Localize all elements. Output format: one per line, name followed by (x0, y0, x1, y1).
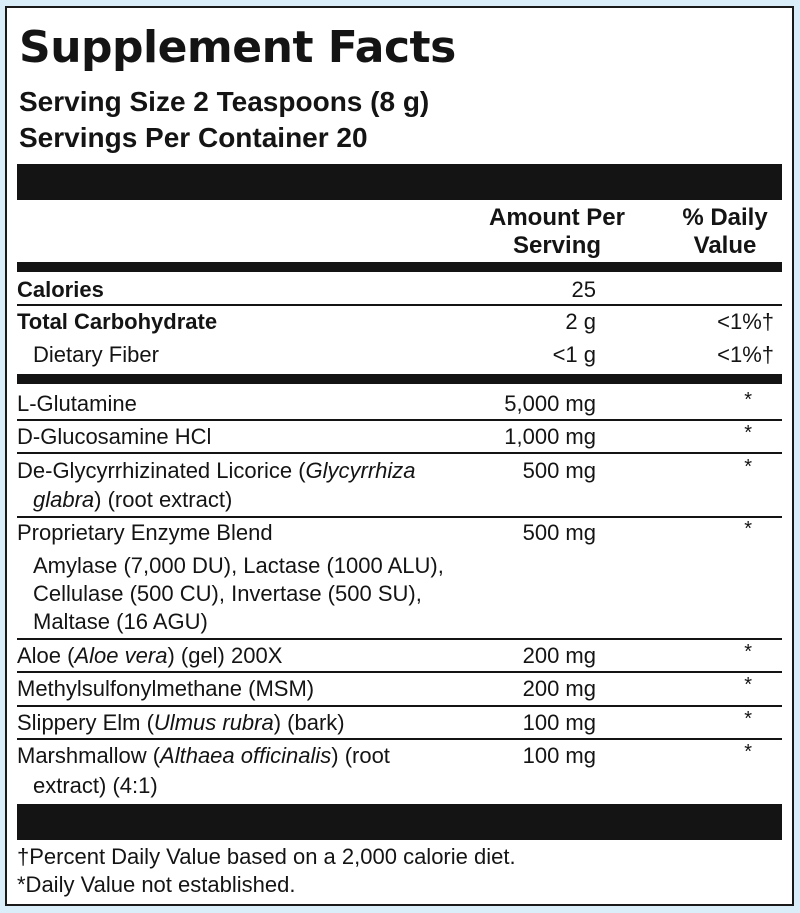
ingredient-latin-name: Althaea officinalis (160, 743, 332, 768)
ingredient-name-text: De-Glycyrrhizinated Licorice ( (17, 458, 306, 483)
supplement-facts-label (5, 6, 794, 906)
ingredient-name-text: ) (bark) (273, 710, 345, 735)
ingredient-name-text: ) (root (331, 743, 390, 768)
ingredient-amount: 100 mg (522, 743, 596, 768)
row-divider (17, 705, 782, 707)
row-divider (17, 671, 782, 673)
row-divider (17, 452, 782, 454)
daily-value-header (665, 204, 785, 260)
ingredient-name: Proprietary Enzyme Blend (17, 520, 273, 545)
footnote-star: *Daily Value not established. (17, 872, 296, 897)
ingredient-name (17, 457, 416, 485)
ingredient-daily-value: * (744, 674, 752, 696)
row-divider (17, 638, 782, 640)
label-title: Supplement Facts (19, 22, 456, 73)
footnote-dagger: †Percent Daily Value based on a 2,000 calorie diet. (17, 844, 516, 869)
top-divider-bar (17, 164, 782, 200)
nutrient-amount: 2 g (565, 309, 596, 334)
nutrient-daily-value: <1%† (717, 342, 774, 367)
nutrient-name: Total Carbohydrate (17, 309, 218, 334)
enzyme-detail: Maltase (16 AGU) (33, 609, 208, 634)
ingredient-amount: 5,000 mg (504, 391, 596, 416)
ingredient-name-text: Aloe ( (17, 643, 75, 668)
enzyme-detail: Cellulase (500 CU), Invertase (500 SU), (33, 581, 422, 606)
ingredient-name: D-Glucosamine HCl (17, 424, 212, 449)
servings-per-container: Servings Per Container 20 (19, 122, 368, 153)
row-divider (17, 738, 782, 740)
ingredient-name-text: Marshmallow ( (17, 743, 161, 768)
ingredient-latin-name: Glycyrrhiza (305, 458, 416, 483)
header-divider-bar (17, 262, 782, 272)
ingredient-name: Methylsulfonylmethane (MSM) (17, 676, 315, 701)
ingredient-daily-value: * (744, 456, 752, 478)
row-divider (17, 419, 782, 421)
amount-header-line2: Serving (512, 232, 602, 259)
ingredient-amount: 1,000 mg (504, 424, 596, 449)
nutrient-name: Dietary Fiber (33, 342, 159, 367)
ingredient-name-line2 (33, 486, 232, 514)
amount-header-line1: Amount Per (488, 204, 625, 231)
label-content (17, 8, 782, 904)
ingredient-name: L-Glutamine (17, 391, 137, 416)
ingredient-name (17, 742, 390, 770)
ingredient-latin-name: Ulmus rubra (153, 710, 274, 735)
ingredient-amount: 100 mg (522, 710, 596, 735)
ingredient-daily-value: * (744, 422, 752, 444)
ingredient-latin-name: Aloe vera (74, 643, 168, 668)
nutrient-amount: 25 (571, 277, 596, 302)
enzyme-detail: Amylase (7,000 DU), Lactase (1000 ALU), (33, 553, 444, 578)
ingredient-daily-value: * (744, 518, 752, 540)
ingredient-name-text: Slippery Elm ( (17, 710, 154, 735)
ingredient-amount: 500 mg (522, 520, 596, 545)
ingredient-amount: 200 mg (522, 676, 596, 701)
dv-header-line1: % Daily (682, 204, 768, 231)
row-divider (17, 304, 782, 306)
ingredient-name (17, 642, 282, 670)
ingredient-name-text: ) (root extract) (94, 487, 233, 512)
ingredient-amount: 500 mg (522, 458, 596, 483)
ingredient-daily-value: * (744, 741, 752, 763)
nutrient-name: Calories (17, 277, 104, 302)
ingredient-daily-value: * (744, 708, 752, 730)
ingredient-name-text: ) (gel) 200X (167, 643, 283, 668)
ingredient-latin-name: glabra (33, 487, 95, 512)
nutrient-amount: <1 g (552, 342, 596, 367)
dv-header-line2: Value (693, 232, 757, 259)
nutrient-divider-bar (17, 374, 782, 384)
ingredient-name (17, 709, 345, 737)
ingredient-name-line2: extract) (4:1) (33, 773, 158, 798)
amount-per-serving-header (477, 204, 637, 260)
nutrient-daily-value: <1%† (717, 309, 774, 334)
ingredient-amount: 200 mg (522, 643, 596, 668)
ingredient-daily-value: * (744, 389, 752, 411)
row-divider (17, 516, 782, 518)
bottom-divider-bar (17, 804, 782, 840)
serving-size: Serving Size 2 Teaspoons (8 g) (19, 86, 430, 117)
ingredient-daily-value: * (744, 641, 752, 663)
